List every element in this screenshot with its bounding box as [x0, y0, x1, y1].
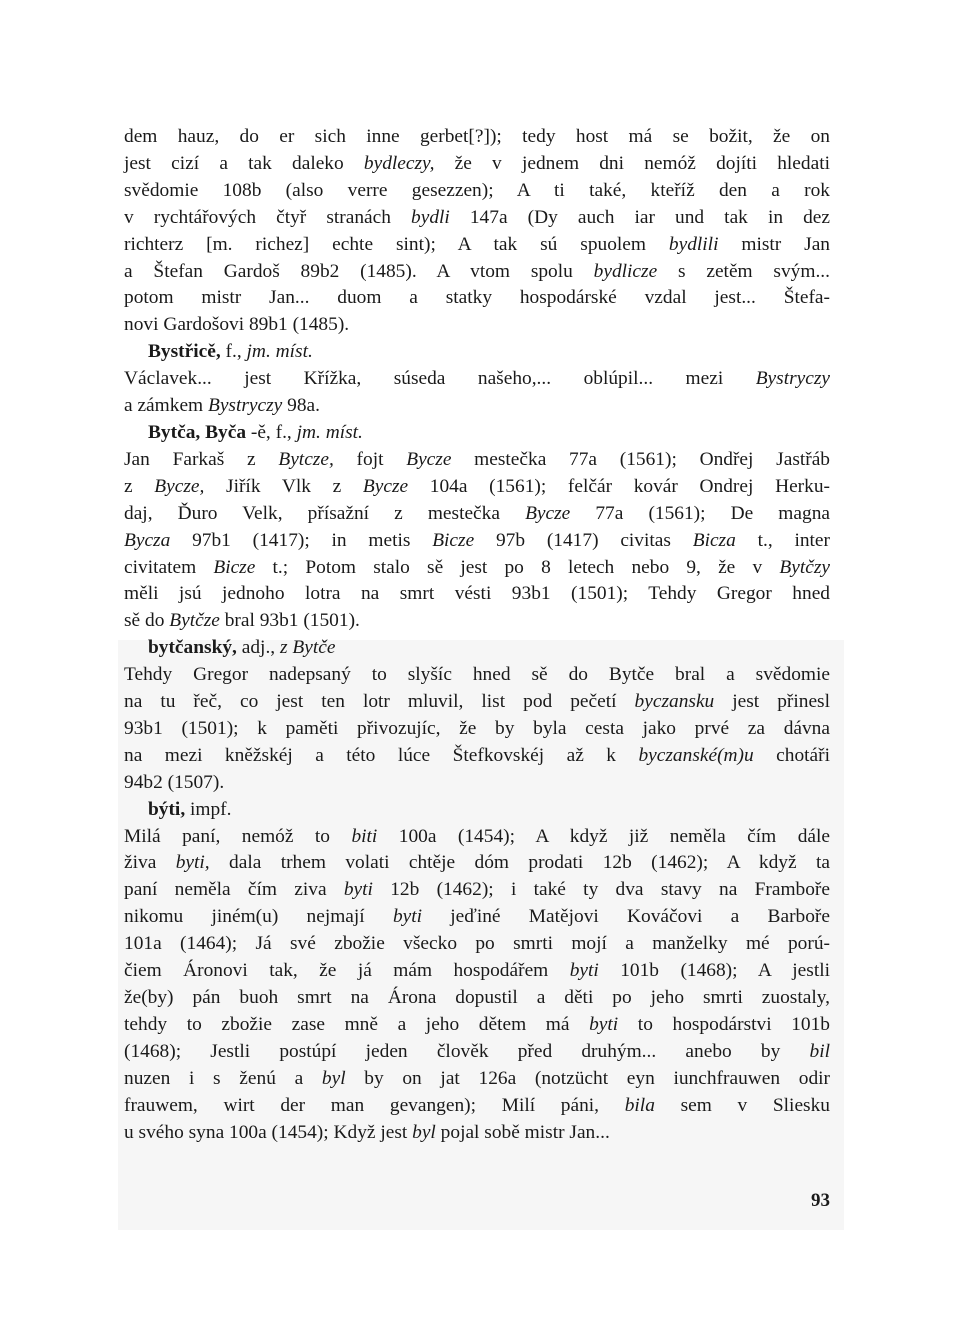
text-run: richterz [m. richez] echte sint); A tak sú spuolem [124, 233, 669, 255]
text-run: mestečka 77a (1561); Ondřej Jastřáb [451, 448, 831, 470]
italic-form: bil [809, 1040, 830, 1062]
italic-form: Bytcze, [278, 448, 334, 470]
text-run: živa [124, 852, 176, 874]
italic-form: Bystryczy [755, 368, 830, 390]
italic-form: byczanské(m)u [638, 744, 754, 766]
italic-form: Bicze [432, 529, 475, 551]
text-line [124, 608, 830, 635]
entry-heading-line [124, 339, 830, 366]
text-line [124, 205, 830, 232]
text-run: t.; Potom stalo sě jest po 8 letech nebo 9, že v [255, 556, 780, 578]
headword: býti, [148, 798, 186, 820]
italic-form: Bytčze [169, 610, 220, 632]
text-run: bral 93b1 (1501). [219, 610, 360, 632]
text-line [124, 850, 830, 877]
italic-form: Bycze [525, 502, 571, 524]
text-run: civitatem [124, 556, 214, 578]
italic-form: Bytčzy [779, 556, 830, 578]
text-line [124, 151, 830, 178]
text-line [124, 1120, 830, 1147]
text-run: -ě, f., [246, 421, 297, 443]
italic-form: bydlicze [593, 260, 658, 282]
italic-form: Bycze [406, 448, 452, 470]
entry-heading-line [124, 635, 830, 662]
entry-heading-line [124, 420, 830, 447]
text-run: 97b (1417) civitas [474, 529, 693, 551]
text-line [124, 555, 830, 582]
dictionary-text [124, 124, 830, 1146]
italic-form: bydli [411, 206, 450, 228]
text-run: a zámkem [124, 395, 208, 417]
italic-form: byti [392, 906, 423, 928]
text-run: sem v Sliesku [654, 1094, 830, 1116]
text-run: potom mistr Jan... duom a statky hospodárské vzdal jest... Štefa- [124, 287, 830, 309]
text-line [124, 447, 830, 474]
text-line [124, 259, 830, 286]
italic-form: jm. míst. [246, 341, 313, 363]
italic-form: Bicze [213, 556, 256, 578]
italic-form: bydlili [668, 233, 719, 255]
text-run: že(by) pán buoh smrt na Árona dopustil a děti po jeho smrti zuostaly, [124, 987, 830, 1008]
text-line [124, 528, 830, 555]
text-line [124, 474, 830, 501]
text-line [124, 904, 830, 931]
text-run: sě do [124, 610, 170, 632]
italic-form: jm. míst. [296, 421, 363, 443]
text-run: adj., [236, 637, 280, 659]
text-line [124, 770, 830, 797]
text-run: u svého syna 100a (1454); Když jest [124, 1121, 413, 1143]
text-run: 12b (1462); i také ty dva stavy na Framboře [372, 879, 830, 901]
text-run: dala trhem volati chtěje dóm prodati 12b (1462); A když ta [209, 852, 830, 874]
page-number: 93 [811, 1190, 830, 1211]
text-run: 77a (1561); De magna [570, 502, 830, 524]
text-run: novi Gardošovi 89b1 (1485). [124, 314, 350, 336]
text-line [124, 312, 830, 339]
text-line [124, 1093, 830, 1120]
text-run: chotáři [753, 744, 830, 766]
text-run: nuzen i s ženú a [124, 1067, 322, 1089]
italic-form: Bycze, [154, 475, 205, 497]
italic-form: byl [321, 1067, 346, 1089]
text-line [124, 824, 830, 851]
text-line [124, 985, 830, 1012]
text-line [124, 1012, 830, 1039]
text-line [124, 393, 830, 420]
italic-form: byti [569, 960, 599, 982]
text-line [124, 716, 830, 743]
text-run: 93b1 (1501); k paměti přivozujíc, že by byla cesta jako prvé za dávna [124, 717, 830, 739]
text-run: paní neměla čím ziva [124, 879, 344, 901]
text-run: 100a (1454); A když již neměla čím dále [377, 825, 830, 847]
text-run: Tehdy Gregor nadepsaný to slyšíc hned sě do Bytče bral a svědomie [124, 664, 830, 686]
text-run: 101a (1464); Já své zbožie všecko po smrti mojí a manželky mé porú- [124, 933, 830, 955]
text-run: 98a. [282, 395, 320, 417]
italic-form: byczansku [634, 691, 715, 713]
text-run: Jiřík Vlk z [204, 475, 363, 497]
text-line [124, 743, 830, 770]
text-run: Jan Farkaš z [124, 448, 279, 470]
text-run: 104a (1561); felčár kovár Ondrej Herku- [408, 475, 830, 497]
italic-form: byti, [175, 852, 210, 874]
text-run: impf. [185, 798, 232, 820]
text-line [124, 366, 830, 393]
italic-form: Bicza [692, 529, 736, 551]
text-line [124, 501, 830, 528]
italic-form: byti [589, 1013, 619, 1035]
text-run: 147a (Dy auch iar und tak in dez [449, 206, 830, 228]
text-line [124, 1039, 830, 1066]
text-line [124, 581, 830, 608]
headword: Bystřicě, [148, 341, 221, 363]
italic-form: bydleczy, [363, 152, 435, 174]
text-run: to hospodárstvi 101b [618, 1013, 830, 1035]
text-run: čiem Áronovi tak, že já mám hospodářem [124, 960, 570, 982]
entry-heading-line [124, 797, 830, 824]
text-run: jest cizí a tak daleko [124, 152, 364, 174]
text-run: z [124, 475, 155, 497]
italic-form: bila [624, 1094, 655, 1116]
text-run: dem hauz, do er sich inne gerbet[?]); tedy host má se božit, že on [124, 126, 830, 147]
italic-form: Bycze [362, 475, 409, 497]
text-run: jest přinesl [714, 691, 830, 713]
text-run: na tu řeč, co jest ten lotr mluvil, list pod pečetí [124, 691, 635, 713]
text-run: 101b (1468); A jestli [598, 960, 830, 982]
text-run: s zetěm svým... [657, 260, 830, 282]
italic-form: biti [351, 825, 378, 847]
text-line [124, 877, 830, 904]
text-run: měli jsú jednoho lotra na smrt vésti 93b1 (1501); Tehdy Gregor hned [124, 583, 830, 605]
text-line [124, 1066, 830, 1093]
text-run: f., [220, 341, 247, 363]
text-line [124, 124, 830, 151]
text-run: frauwem, wirt der man gevangen); Milí páni, [124, 1094, 625, 1116]
text-run: daj, Ďuro Velk, přísažní z mestečka [124, 502, 526, 524]
italic-form: Bycza [124, 529, 171, 551]
headword: Bytča, Byča [148, 421, 247, 443]
italic-form: byl [412, 1121, 436, 1143]
text-line [124, 689, 830, 716]
text-run: by on jat 126a (notzücht eyn iunchfrauwen odir [345, 1067, 831, 1089]
text-run: Václavek... jest Křížka, súseda našeho,... oblúpil... mezi [124, 368, 756, 390]
headword: bytčanský, [148, 637, 237, 659]
text-run: nikomu jiném(u) nejmají [124, 906, 393, 928]
text-run: tehdy to zbožie zase mně a jeho dětem má [124, 1013, 590, 1035]
text-line [124, 958, 830, 985]
italic-form: z Bytče [280, 637, 336, 659]
text-run: že v jednem dni nemóž dojíti hledati [434, 152, 830, 174]
text-line [124, 232, 830, 259]
text-run: 94b2 (1507). [124, 771, 225, 793]
italic-form: Bystryczy [207, 395, 283, 417]
text-run: mistr Jan [718, 233, 830, 255]
text-run: 97b1 (1417); in metis [170, 529, 433, 551]
text-line [124, 662, 830, 689]
text-line [124, 178, 830, 205]
text-run: fojt [333, 448, 407, 470]
text-run: pojal sobě mistr Jan... [435, 1121, 610, 1143]
text-run: na mezi kněžskéj a této lúce Štefkovskéj až k [124, 744, 639, 766]
text-run: svědomie 108b (also verre gesezzen); A ti také, kteříž den a rok [124, 179, 830, 201]
text-run: a Štefan Gardoš 89b2 (1485). A vtom spolu [124, 260, 594, 282]
text-run: (1468); Jestli postúpí jeden člověk před druhým... anebo by [124, 1040, 810, 1062]
text-run: jeďiné Matějovi Kováčovi a Barboře [422, 906, 830, 928]
text-run: v rychtářových čtyř stranách [124, 206, 412, 228]
text-line [124, 931, 830, 958]
text-run: Milá paní, nemóž to [124, 825, 352, 847]
italic-form: byti [343, 879, 373, 901]
text-line [124, 285, 830, 312]
text-run: t., inter [735, 529, 830, 551]
